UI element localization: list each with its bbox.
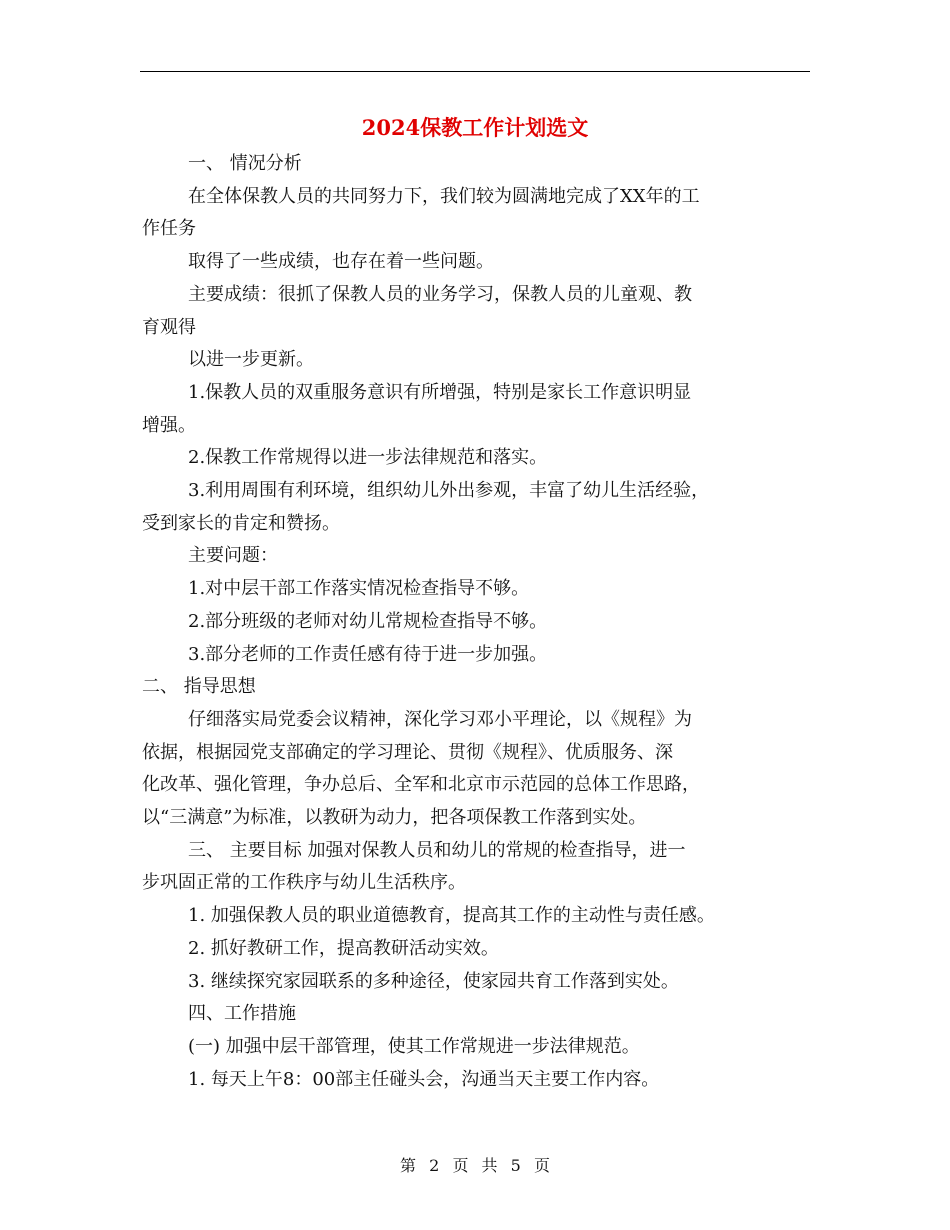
document-body <box>142 148 810 1096</box>
text-line: 化改革、强化管理，争办总后、全军和北京市示范园的总体工作思路， <box>142 774 700 796</box>
text-line: 以“三满意”为标准，以教研为动力，把各项保教工作落到实处。 <box>142 807 647 829</box>
footer-prefix: 第 <box>400 1156 417 1175</box>
text-line: 主要成绩：很抓了保教人员的业务学习，保教人员的儿童观、教 <box>188 283 692 305</box>
text-line: 步巩固正常的工作秩序与幼儿生活秩序。 <box>142 872 466 894</box>
text-line: 1.对中层干部工作落实情况检查指导不够。 <box>188 578 530 600</box>
text-line: 四、工作措施 <box>188 1003 296 1025</box>
text-line: 依据，根据园党支部确定的学习理论、贯彻《规程》、优质服务、深 <box>142 741 673 763</box>
text-line: (一) 加强中层干部管理，使其工作常规进一步法律规范。 <box>188 1035 640 1057</box>
document-title: 2024保教工作计划选文 <box>361 115 589 140</box>
footer-total-word: 共 <box>481 1156 498 1175</box>
text-line: 仔细落实局党委会议精神，深化学习邓小平理论，以《规程》为 <box>188 708 692 730</box>
text-line: 受到家长的肯定和赞扬。 <box>142 512 340 534</box>
footer-page-word: 页 <box>452 1156 469 1175</box>
footer-suffix: 页 <box>533 1156 550 1175</box>
footer-current-page: 2 <box>429 1156 440 1175</box>
text-line: 取得了一些成绩，也存在着一些问题。 <box>188 251 494 273</box>
text-line: 2.部分班级的老师对幼儿常规检查指导不够。 <box>188 610 548 632</box>
text-line: 2. 抓好教研工作，提高教研活动实效。 <box>188 937 499 959</box>
text-line: 1.保教人员的双重服务意识有所增强，特别是家长工作意识明显 <box>188 381 692 403</box>
text-line: 3.利用周围有利环境，组织幼儿外出参观，丰富了幼儿生活经验， <box>188 480 710 502</box>
footer-total-pages: 5 <box>510 1156 521 1175</box>
text-line: 2.保教工作常规得以进一步法律规范和落实。 <box>188 447 548 469</box>
text-line: 3. 继续探究家园联系的多种途径，使家园共育工作落到实处。 <box>188 970 679 992</box>
text-line: 育观得 <box>142 316 196 338</box>
text-line: 增强。 <box>142 414 196 436</box>
text-line: 3.部分老师的工作责任感有待于进一步加强。 <box>188 643 548 665</box>
text-line: 二、 指导思想 <box>142 676 256 698</box>
text-line: 一、 情况分析 <box>188 153 302 174</box>
text-line: 以进一步更新。 <box>188 349 314 371</box>
page-footer <box>0 1153 950 1176</box>
text-line: 作任务 <box>142 218 196 240</box>
text-line: 三、 主要目标 加强对保教人员和幼儿的常规的检查指导，进一 <box>188 839 686 861</box>
header-rule <box>140 71 810 72</box>
text-line: 1. 每天上午8：00部主任碰头会，沟通当天主要工作内容。 <box>188 1068 660 1090</box>
text-line: 1. 加强保教人员的职业道德教育，提高其工作的主动性与责任感。 <box>188 905 715 927</box>
text-line: 主要问题： <box>188 545 278 567</box>
text-line: 在全体保教人员的共同努力下，我们较为圆满地完成了XX年的工 <box>188 185 700 207</box>
